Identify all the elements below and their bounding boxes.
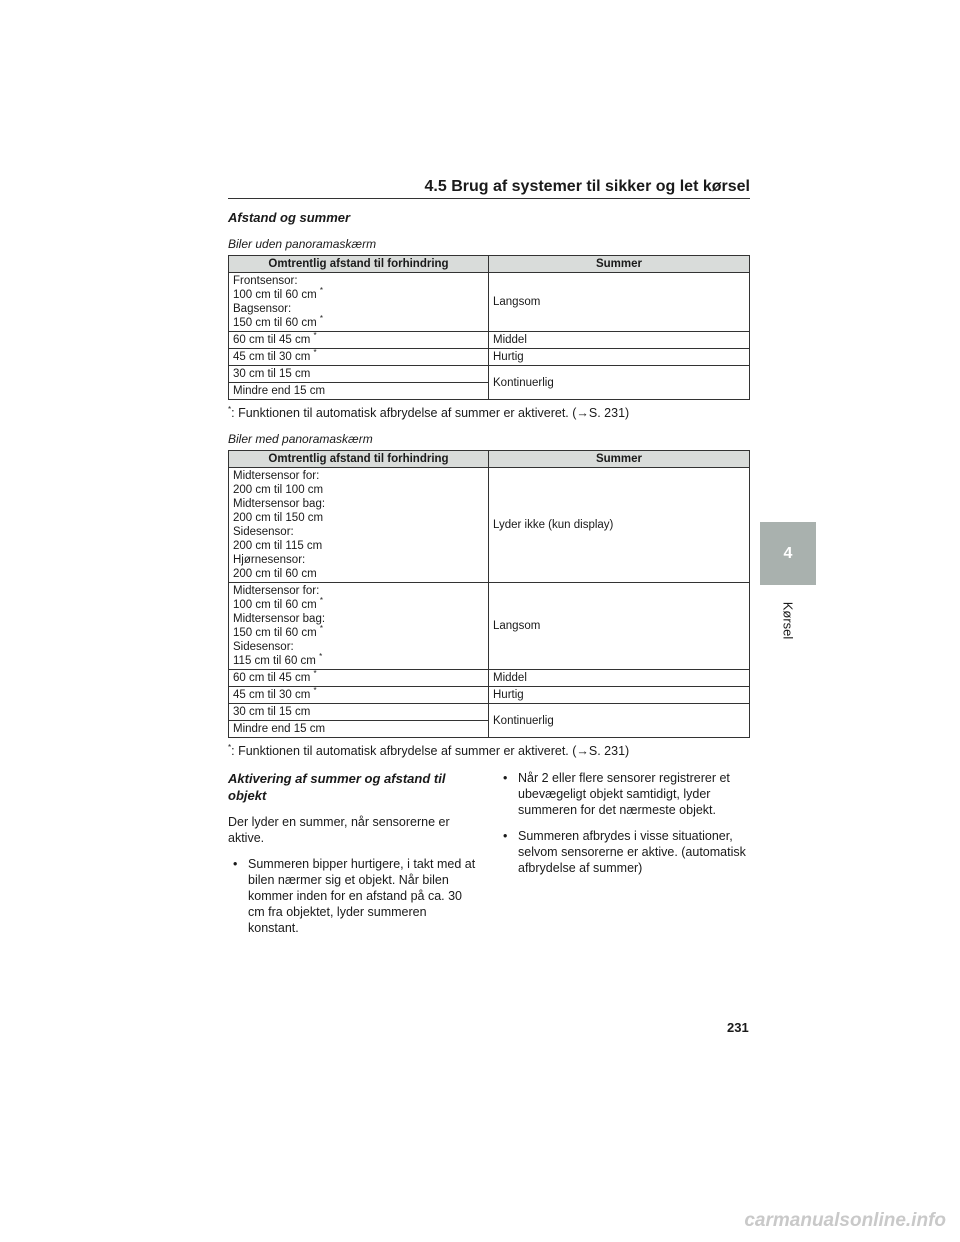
list-item: • Summeren bipper hurtigere, i takt med at bilen nærmer sig et objekt. Når bilen kommer inden for en afstand på ca. 30 cm fra objektet, lyder summeren konstant. <box>233 857 476 935</box>
distance-cell: Midtersensor for: 100 cm til 60 cm * Midtersensor bag: 150 cm til 60 cm * Sidesensor: 115 cm til 60 cm * <box>229 583 489 670</box>
table-row <box>229 332 750 349</box>
distance-buzzer-table-without-panorama <box>228 255 750 400</box>
table-row <box>229 704 750 721</box>
buzzer-cell: Langsom <box>489 273 750 332</box>
table-row <box>229 687 750 704</box>
table-header-row <box>229 256 750 273</box>
table-header-cell: Omtrentlig afstand til forhindring <box>229 451 489 468</box>
list-item: • Summeren afbrydes i visse situationer, selvom sensorerne er aktive. (automatisk afbrydelse af summer) <box>503 829 746 875</box>
chapter-tab: 4 <box>760 522 816 585</box>
distance-cell: 30 cm til 15 cm <box>229 704 489 721</box>
distance-cell: Mindre end 15 cm <box>229 721 489 738</box>
distance-cell: 45 cm til 30 cm * <box>229 687 489 704</box>
buzzer-cell: Langsom <box>489 583 750 670</box>
distance-cell: Mindre end 15 cm <box>229 383 489 400</box>
table-row <box>229 349 750 366</box>
distance-cell: Frontsensor: 100 cm til 60 cm * Bagsensor: 150 cm til 60 cm * <box>229 273 489 332</box>
buzzer-cell: Lyder ikke (kun display) <box>489 468 750 583</box>
distance-cell: 45 cm til 30 cm * <box>229 349 489 366</box>
footnote: *: Funktionen til automatisk afbrydelse af summer er aktiveret. (→S. 231) <box>228 742 630 758</box>
buzzer-cell: Kontinuerlig <box>489 704 750 738</box>
table-row <box>229 670 750 687</box>
distance-cell: Midtersensor for: 200 cm til 100 cm Midtersensor bag: 200 cm til 150 cm Sidesensor: 200 cm til 115 cm Hjørnesensor: 200 cm til 60 cm <box>229 468 489 583</box>
buzzer-cell: Kontinuerlig <box>489 366 750 400</box>
buzzer-cell: Hurtig <box>489 687 750 704</box>
distance-cell: 60 cm til 45 cm * <box>229 670 489 687</box>
bullet-list <box>498 770 750 876</box>
header-divider <box>228 198 750 199</box>
table-row <box>229 468 750 583</box>
activation-intro: Der lyder en summer, når sensorerne er aktive. <box>228 815 450 845</box>
table-row <box>229 583 750 670</box>
table-row <box>229 366 750 383</box>
table-header-row <box>229 451 750 468</box>
chapter-tab-label: Kørsel <box>780 601 796 639</box>
table1-caption: Biler uden panoramaskærm <box>228 237 377 251</box>
watermark: carmanualsonline.info <box>744 1210 946 1231</box>
distance-cell: 30 cm til 15 cm <box>229 366 489 383</box>
list-item: • Når 2 eller flere sensorer registrerer et ubevægeligt objekt samtidigt, lyder summeren for det nærmeste objekt. <box>503 771 730 817</box>
chapter-header-title: 4.5 Brug af systemer til sikker og let kørsel <box>424 178 750 195</box>
activation-heading: Aktivering af summer og afstand til objekt <box>228 771 446 803</box>
page-content <box>228 210 750 946</box>
section-title: Afstand og summer <box>228 210 351 225</box>
buzzer-cell: Hurtig <box>489 349 750 366</box>
buzzer-cell: Middel <box>489 332 750 349</box>
activation-columns <box>228 770 750 946</box>
bullet-list <box>228 856 480 936</box>
distance-cell: 60 cm til 45 cm * <box>229 332 489 349</box>
right-column <box>498 770 750 946</box>
footnote: *: Funktionen til automatisk afbrydelse af summer er aktiveret. (→S. 231) <box>228 404 630 420</box>
table-header-cell: Omtrentlig afstand til forhindring <box>229 256 489 273</box>
buzzer-cell: Middel <box>489 670 750 687</box>
table-header-cell: Summer <box>489 451 750 468</box>
table-header-cell: Summer <box>489 256 750 273</box>
distance-buzzer-table-with-panorama <box>228 450 750 738</box>
page-number: 231 <box>727 1020 749 1035</box>
left-column <box>228 770 480 946</box>
table2-caption: Biler med panoramaskærm <box>228 432 373 446</box>
table-row <box>229 273 750 332</box>
